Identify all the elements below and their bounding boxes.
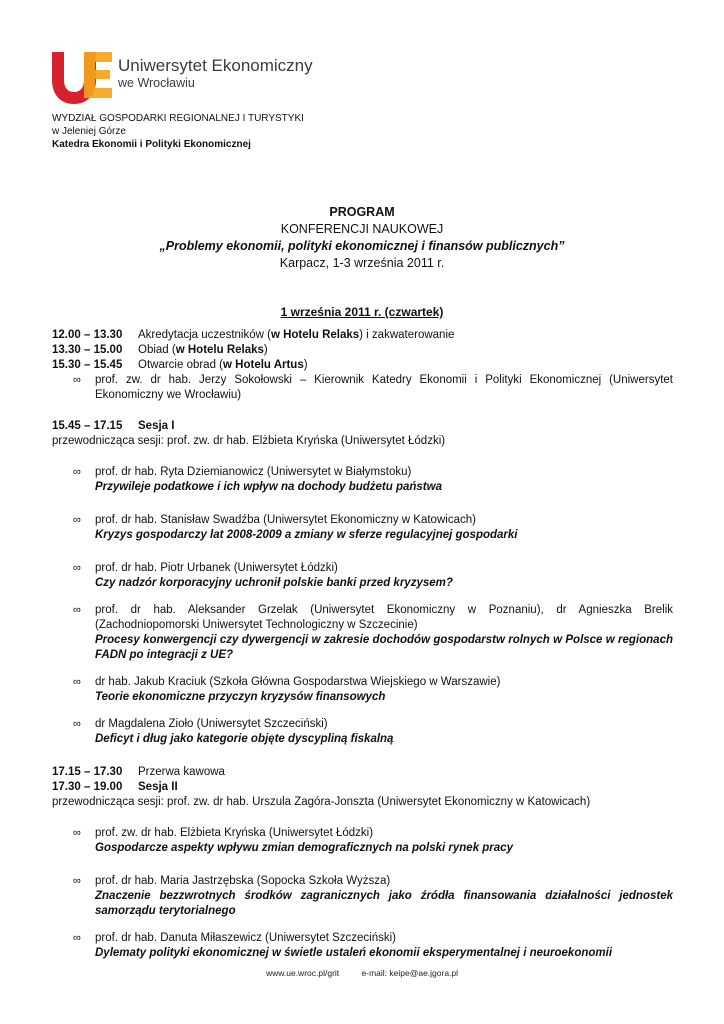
schedule-row	[52, 328, 673, 343]
schedule-desc: Akredytacja uczestników (w Hotelu Relaks) i zakwaterowanie	[138, 329, 455, 341]
logo-subtitle: we Wrocławiu	[118, 76, 195, 90]
session-2-header	[52, 780, 673, 795]
ue-logo-mark-icon	[50, 48, 114, 106]
list-item	[73, 931, 673, 961]
logo-name: Uniwersytet Ekonomiczny	[118, 56, 313, 75]
program-heading	[0, 204, 724, 272]
list-item	[73, 373, 673, 403]
schedule-desc: Otwarcie obrad (w Hotelu Artus)	[138, 359, 308, 371]
talk-title: Przywileje podatkowe i ich wpływ na dochody budżetu państwa	[95, 481, 442, 493]
schedule-row	[52, 343, 673, 358]
talk-title: Dylematy polityki ekonomicznej w świetle ustaleń ekonomii eksperymentalnej i neuroekonomii	[95, 947, 613, 959]
session-label: Sesja II	[138, 781, 178, 793]
footer-email: e-mail: keipe@ae.jgora.pl	[361, 968, 459, 978]
speaker: prof. dr hab. Maria Jastrzębska (Sopocka Szkoła Wyższa)	[95, 875, 391, 887]
university-logo	[50, 48, 313, 106]
conference-place-date: Karpacz, 1-3 września 2011 r.	[279, 256, 445, 270]
talk-title: Gospodarcze aspekty wpływu zmian demograficznych na polski rynek pracy	[95, 842, 513, 854]
speaker: prof. dr hab. Ryta Dziemianowicz (Uniwersytet w Białymstoku)	[95, 466, 412, 478]
day-heading: 1 września 2011 r. (czwartek)	[280, 305, 444, 319]
footer-website: www.ue.wroc.pl/grit	[265, 968, 340, 978]
list-item	[73, 826, 673, 856]
list-item	[73, 675, 673, 705]
footer	[0, 968, 724, 978]
list-item	[73, 717, 673, 747]
schedule-time: 15.30 – 15.45	[52, 359, 123, 371]
talk-title: Deficyt i dług jako kategorie objęte dyscypliną fiskalną	[95, 733, 394, 745]
schedule	[52, 328, 673, 961]
department-block	[52, 112, 304, 151]
session-label: Sesja I	[138, 420, 175, 432]
session-chair: przewodnicząca sesji: prof. zw. dr hab. Elżbieta Kryńska (Uniwersytet Łódzki)	[52, 435, 446, 447]
break-label: Przerwa kawowa	[138, 766, 225, 778]
session-time: 17.30 – 19.00	[52, 781, 123, 793]
talk-title: Teorie ekonomiczne przyczyn kryzysów finansowych	[95, 691, 386, 703]
program-title: PROGRAM	[329, 205, 395, 219]
schedule-row	[52, 358, 673, 373]
list-item	[73, 561, 673, 591]
list-item	[73, 874, 673, 919]
bullet-icon: ∞	[73, 676, 81, 688]
opening-speaker: prof. zw. dr hab. Jerzy Sokołowski – Kierownik Katedry Ekonomii i Polityki Ekonomicznej (Uniwersytet Ekonomiczny we Wrocławiu)	[95, 374, 673, 401]
list-item	[73, 513, 673, 543]
speaker: prof. dr hab. Stanisław Swadźba (Uniwersytet Ekonomiczny w Katowicach)	[95, 514, 476, 526]
bullet-icon: ∞	[73, 827, 81, 839]
session-time: 15.45 – 17.15	[52, 420, 123, 432]
speaker: dr Magdalena Zioło (Uniwersytet Szczeciński)	[95, 718, 328, 730]
speaker: prof. dr hab. Danuta Miłaszewicz (Uniwersytet Szczeciński)	[95, 932, 397, 944]
bullet-icon: ∞	[73, 875, 81, 887]
schedule-desc: Obiad (w Hotelu Relaks)	[138, 344, 268, 356]
speaker: dr hab. Jakub Kraciuk (Szkoła Główna Gospodarstwa Wiejskiego w Warszawie)	[95, 676, 501, 688]
talk-title: Znaczenie bezzwrotnych środków zagranicznych jako źródła finansowania działalności jednostek samorządu terytorialnego	[95, 890, 673, 917]
speaker: prof. dr hab. Aleksander Grzelak (Uniwersytet Ekonomiczny w Poznaniu), dr Agnieszka Brelik (Zachodniopomorski Uniwersytet Technologiczny w Szczecinie)	[95, 604, 673, 631]
bullet-icon: ∞	[73, 374, 81, 386]
session-1-header	[52, 419, 673, 434]
list-item	[73, 603, 673, 663]
bullet-icon: ∞	[73, 562, 81, 574]
department-name: Katedra Ekonomii i Polityki Ekonomicznej	[52, 139, 251, 150]
speaker: prof. zw. dr hab. Elżbieta Kryńska (Uniwersytet Łódzki)	[95, 827, 374, 839]
talk-title: Procesy konwergencji czy dywergencji w zakresie dochodów gospodarstw rolnych w Polsce w regionach FADN po integracji z UE?	[95, 634, 673, 661]
talk-title: Czy nadzór korporacyjny uchronił polskie banki przed kryzysem?	[95, 577, 453, 589]
talk-title: Kryzys gospodarczy lat 2008-2009 a zmiany w sferze regulacyjnej gospodarki	[95, 529, 518, 541]
break-time: 17.15 – 17.30	[52, 766, 123, 778]
conference-label: KONFERENCJI NAUKOWEJ	[280, 222, 444, 236]
bullet-icon: ∞	[73, 466, 81, 478]
bullet-icon: ∞	[73, 514, 81, 526]
conference-name: „Problemy ekonomii, polityki ekonomicznej i finansów publicznych”	[159, 239, 565, 253]
speaker: prof. dr hab. Piotr Urbanek (Uniwersytet Łódzki)	[95, 562, 338, 574]
schedule-time: 13.30 – 15.00	[52, 344, 123, 356]
bullet-icon: ∞	[73, 718, 81, 730]
faculty-city: w Jeleniej Górze	[52, 126, 126, 137]
schedule-time: 12.00 – 13.30	[52, 329, 123, 341]
bullet-icon: ∞	[73, 932, 81, 944]
session-chair: przewodnicząca sesji: prof. zw. dr hab. Urszula Zagóra-Jonszta (Uniwersytet Ekonomiczny w Katowicach)	[52, 796, 591, 808]
break-row	[52, 765, 673, 780]
bullet-icon: ∞	[73, 604, 81, 616]
list-item	[73, 465, 673, 495]
faculty-name: WYDZIAŁ GOSPODARKI REGIONALNEJ I TURYSTYKI	[52, 113, 304, 124]
